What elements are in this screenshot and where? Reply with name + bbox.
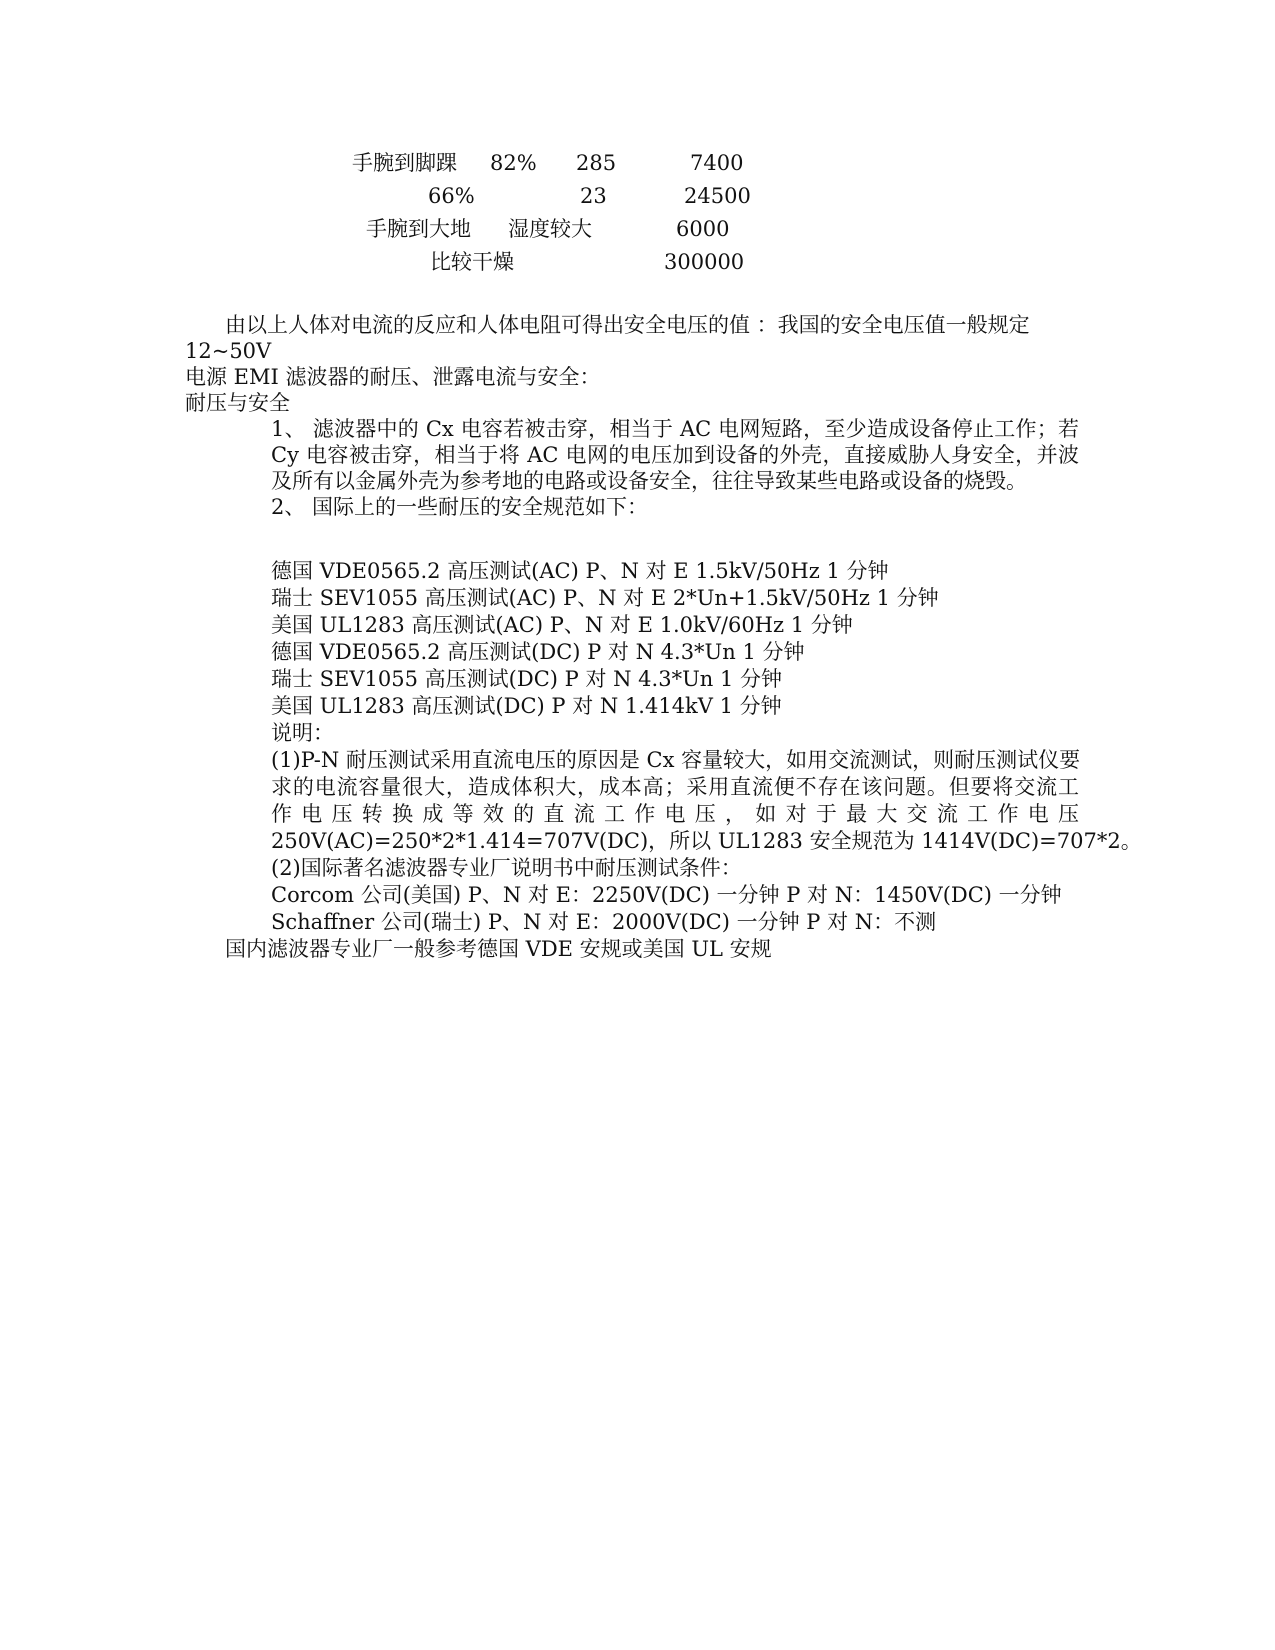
note-1-line-3: 作 电 压 转 换 成 等 效 的 直 流 工 作 电 压 ， 如 对 于 最 大 交 流 工 作 电 压 [271, 802, 1079, 826]
table-cell-value: 285 [576, 151, 617, 175]
list-item: 美国 UL1283 高压测试(DC) P 对 N 1.414kV 1 分钟 [271, 694, 782, 718]
item-2: 2、 国际上的一些耐压的安全规范如下： [271, 495, 649, 519]
table-cell-value: 300000 [664, 250, 745, 274]
item-1-line-3: 及所有以金属外壳为参考地的电路或设备安全，往往导致某些电路或设备的烧毁。 [271, 469, 1027, 493]
section-heading-withstand: 耐压与安全 [185, 391, 290, 415]
note-1-line-4: 250V(AC)=250*2*1.414=707V(DC)，所以 UL1283 安全规范为 1414V(DC)=707*2。 [271, 829, 1142, 853]
list-item: 瑞士 SEV1055 高压测试(DC) P 对 N 4.3*Un 1 分钟 [271, 667, 783, 691]
list-item: 美国 UL1283 高压测试(AC) P、N 对 E 1.0kV/60Hz 1 分钟 [271, 613, 853, 637]
table-cell-value: 24500 [684, 184, 751, 208]
intro-line-2: 12~50V [185, 339, 272, 363]
table-cell-value: 23 [580, 184, 607, 208]
table-cell-value: 6000 [676, 217, 730, 241]
intro-line-1: 由以上人体对电流的反应和人体电阻可得出安全电压的值 ：我国的安全电压值一般规定 [225, 313, 1030, 337]
note-2-line-1: (2)国际著名滤波器专业厂说明书中耐压测试条件： [271, 856, 742, 880]
table-cell-path: 手腕到脚踝 [352, 151, 457, 175]
list-item: 德国 VDE0565.2 高压测试(DC) P 对 N 4.3*Un 1 分钟 [271, 640, 805, 664]
table-cell-value: 7400 [690, 151, 744, 175]
table-cell-humidity: 湿度较大 [508, 217, 592, 241]
note-1-line-2: 求的电流容量很大，造成体积大，成本高；采用直流便不存在该问题。但要将交流工 [271, 775, 1079, 799]
list-item: 瑞士 SEV1055 高压测试(AC) P、N 对 E 2*Un+1.5kV/50Hz 1 分钟 [271, 586, 939, 610]
closing-line: 国内滤波器专业厂一般参考德国 VDE 安规或美国 UL 安规 [225, 937, 772, 961]
note-2-schaffner: Schaffner 公司(瑞士) P、N 对 E：2000V(DC) 一分钟 P 对 N：不测 [271, 910, 937, 934]
section-heading-emi: 电源 EMI 滤波器的耐压、泄露电流与安全： [185, 365, 601, 389]
note-1-line-1: (1)P-N 耐压测试采用直流电压的原因是 Cx 容量较大，如用交流测试，则耐压测试仪要 [271, 748, 1081, 772]
table-cell-path: 手腕到大地 [366, 217, 471, 241]
table-cell-humidity: 66% [428, 184, 475, 208]
table-cell-humidity: 82% [490, 151, 537, 175]
notes-label: 说明： [271, 721, 334, 745]
list-item: 德国 VDE0565.2 高压测试(AC) P、N 对 E 1.5kV/50Hz 1 分钟 [271, 559, 889, 583]
item-1-line-1: 1、 滤波器中的 Cx 电容若被击穿，相当于 AC 电网短路，至少造成设备停止工作；若 [271, 417, 1079, 441]
note-2-corcom: Corcom 公司(美国) P、N 对 E：2250V(DC) 一分钟 P 对 N：1450V(DC) 一分钟 [271, 883, 1062, 907]
item-1-line-2: Cy 电容被击穿，相当于将 AC 电网的电压加到设备的外壳，直接威胁人身安全，并波 [271, 443, 1079, 467]
table-cell-humidity: 比较干燥 [430, 250, 514, 274]
